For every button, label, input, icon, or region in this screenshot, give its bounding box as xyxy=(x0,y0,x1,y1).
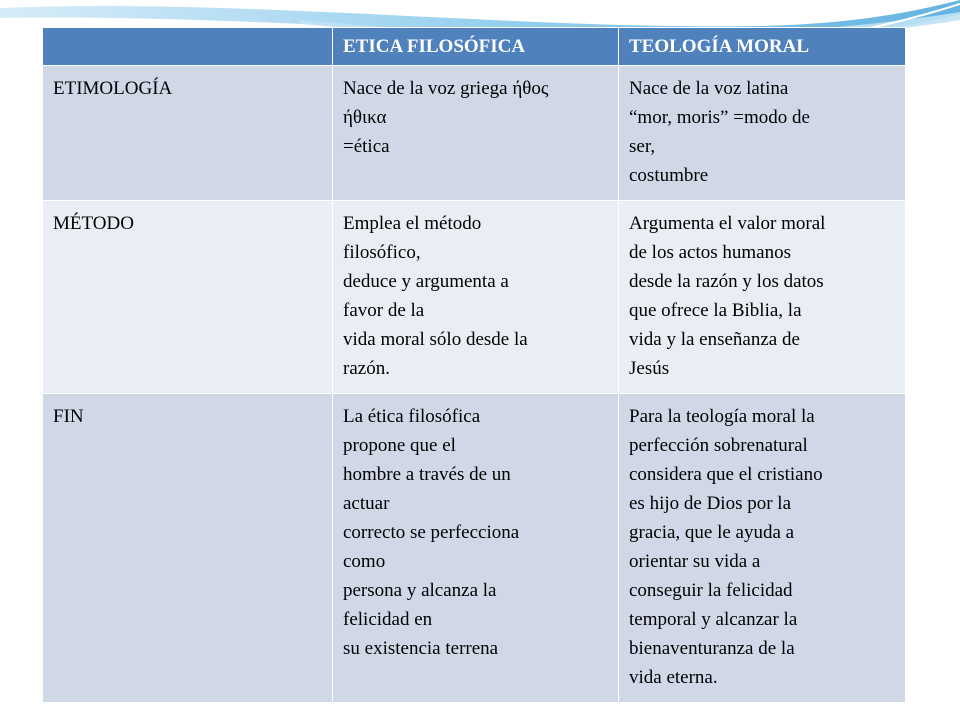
etica-cell xyxy=(333,66,619,201)
cell-line: =ética xyxy=(343,136,390,157)
table-header-row xyxy=(43,28,906,66)
cell-line: considera que el cristiano xyxy=(629,464,823,485)
cell-line: filosófico, xyxy=(343,242,421,263)
cell-line: que ofrece la Biblia, la xyxy=(629,300,802,321)
cell-line: ήθικα xyxy=(343,107,387,128)
teologia-cell xyxy=(619,201,906,394)
cell-line: de los actos humanos xyxy=(629,242,792,263)
row-label: FIN xyxy=(43,394,333,703)
cell-line: hombre a través de un xyxy=(343,464,511,485)
cell-line: bienaventuranza de la xyxy=(629,638,795,659)
cell-line: favor de la xyxy=(343,300,425,321)
cell-line: ser, xyxy=(629,136,656,157)
cell-line: Jesús xyxy=(629,358,670,379)
teologia-cell xyxy=(619,66,906,201)
cell-line: deduce y argumenta a xyxy=(343,271,509,292)
cell-line: su existencia terrena xyxy=(343,638,499,659)
cell-line: desde la razón y los datos xyxy=(629,271,824,292)
cell-line: perfección sobrenatural xyxy=(629,435,808,456)
row-label: ETIMOLOGÍA xyxy=(43,66,333,201)
cell-line: Emplea el método xyxy=(343,213,482,234)
cell-line: felicidad en xyxy=(343,609,433,630)
cell-line: costumbre xyxy=(629,165,709,186)
cell-line: conseguir la felicidad xyxy=(629,580,793,601)
cell-line: como xyxy=(343,551,386,572)
cell-line: Argumenta el valor moral xyxy=(629,213,826,234)
cell-line: Nace de la voz latina xyxy=(629,78,789,99)
cell-line: vida y la enseñanza de xyxy=(629,329,800,350)
table-row xyxy=(43,201,906,394)
cell-line: actuar xyxy=(343,493,390,514)
cell-line: La ética filosófica xyxy=(343,406,481,427)
header-cell-teologia: TEOLOGÍA MORAL xyxy=(619,28,906,66)
cell-line: orientar su vida a xyxy=(629,551,761,572)
cell-line: vida eterna. xyxy=(629,667,718,688)
cell-line: Para la teología moral la xyxy=(629,406,815,427)
cell-line: vida moral sólo desde la xyxy=(343,329,528,350)
header-cell-empty xyxy=(43,28,333,66)
cell-line: persona y alcanza la xyxy=(343,580,497,601)
row-label: MÉTODO xyxy=(43,201,333,394)
comparison-table xyxy=(42,27,906,703)
etica-cell xyxy=(333,201,619,394)
cell-line: “mor, moris” =modo de xyxy=(629,107,810,128)
cell-line: propone que el xyxy=(343,435,456,456)
table-row xyxy=(43,394,906,703)
etica-cell xyxy=(333,394,619,703)
cell-line: es hijo de Dios por la xyxy=(629,493,792,514)
table-row xyxy=(43,66,906,201)
cell-line: gracia, que le ayuda a xyxy=(629,522,795,543)
teologia-cell xyxy=(619,394,906,703)
cell-line: correcto se perfecciona xyxy=(343,522,520,543)
cell-line: razón. xyxy=(343,358,390,379)
header-cell-etica: ETICA FILOSÓFICA xyxy=(333,28,619,66)
cell-line: temporal y alcanzar la xyxy=(629,609,798,630)
cell-line: Nace de la voz griega ήθος xyxy=(343,78,549,99)
